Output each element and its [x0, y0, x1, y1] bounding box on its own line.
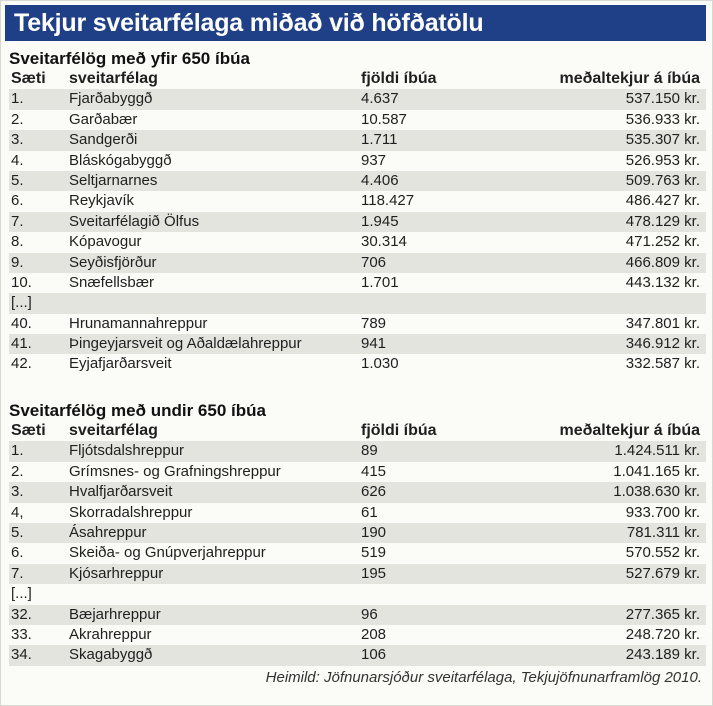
table-row: [9, 89, 706, 109]
cell-name: Eyjafjarðarsveit: [69, 355, 172, 373]
cell-rank: 1.: [11, 442, 24, 460]
cell-income: 526.953 kr.: [625, 151, 700, 169]
cell-income: 536.933 kr.: [625, 110, 700, 128]
table-row: [9, 482, 706, 502]
section-title-under-650: Sveitarfélög með undir 650 íbúa: [9, 401, 266, 420]
cell-income: 570.552 kr.: [625, 544, 700, 562]
cell-income: 478.129 kr.: [625, 212, 700, 230]
cell-name: Snæfellsbær: [69, 273, 155, 291]
cell-rank: 41.: [11, 335, 32, 353]
cell-pop: 415: [361, 462, 387, 480]
cell-pop: 519: [361, 544, 387, 562]
cell-rank: [...]: [11, 585, 32, 603]
cell-name: Bláskógabyggð: [69, 151, 172, 169]
cell-pop: 30.314: [361, 233, 407, 251]
cell-pop: 89: [361, 442, 378, 460]
cell-name: Seltjarnarnes: [69, 171, 158, 189]
cell-pop: 10.587: [361, 110, 407, 128]
table-body: [9, 89, 706, 374]
table-row: [9, 564, 706, 584]
table-row: [9, 293, 706, 313]
cell-rank: 34.: [11, 646, 32, 664]
cell-income: 471.252 kr.: [625, 233, 700, 251]
table-body: [9, 441, 706, 665]
cell-name: Seyðisfjörður: [69, 253, 157, 271]
cell-name: Þingeyjarsveit og Aðaldælahreppur: [69, 335, 302, 353]
cell-pop: 208: [361, 625, 387, 643]
table-row: [9, 253, 706, 273]
cell-pop: 706: [361, 253, 387, 271]
cell-income: 486.427 kr.: [625, 192, 700, 210]
cell-rank: 1.: [11, 90, 24, 108]
cell-rank: [...]: [11, 294, 32, 312]
cell-pop: 626: [361, 483, 387, 501]
cell-rank: 5.: [11, 171, 24, 189]
cell-income: 933.700 kr.: [625, 503, 700, 521]
cell-rank: 42.: [11, 355, 32, 373]
cell-name: Fjarðabyggð: [69, 90, 153, 108]
col-header-name: sveitarfélag: [69, 422, 158, 439]
cell-name: Bæjarhreppur: [69, 605, 161, 623]
table-row: [9, 212, 706, 232]
table-row: [9, 354, 706, 374]
cell-name: Fljótsdalshreppur: [69, 442, 185, 460]
cell-income: 537.150 kr.: [625, 90, 700, 108]
cell-rank: 6.: [11, 544, 24, 562]
table-row: [9, 503, 706, 523]
table-header: [9, 69, 706, 89]
cell-rank: 9.: [11, 253, 24, 271]
cell-pop: 4.406: [361, 171, 399, 189]
cell-rank: 3.: [11, 483, 24, 501]
cell-rank: 4,: [11, 503, 24, 521]
cell-income: 243.189 kr.: [625, 646, 700, 664]
cell-name: Hrunamannahreppur: [69, 314, 208, 332]
cell-pop: 195: [361, 564, 387, 582]
table-row: [9, 273, 706, 293]
table-over-650: [9, 69, 706, 375]
cell-name: Garðabær: [69, 110, 138, 128]
cell-name: Ásahreppur: [69, 523, 147, 541]
page-title: Tekjur sveitarfélaga miðað við höfðatölu: [5, 5, 706, 41]
cell-name: Kópavogur: [69, 233, 142, 251]
cell-rank: 3.: [11, 131, 24, 149]
cell-rank: 6.: [11, 192, 24, 210]
table-row: [9, 584, 706, 604]
cell-pop: 1.030: [361, 355, 399, 373]
cell-name: Reykjavík: [69, 192, 135, 210]
cell-pop: 1.945: [361, 212, 399, 230]
col-header-pop: fjöldi íbúa: [361, 422, 437, 439]
cell-rank: 5.: [11, 523, 24, 541]
cell-rank: 4.: [11, 151, 24, 169]
table-row: [9, 645, 706, 665]
cell-pop: 61: [361, 503, 378, 521]
table-row: [9, 334, 706, 354]
cell-pop: 118.427: [361, 192, 415, 210]
cell-income: 781.311 kr.: [626, 523, 700, 541]
col-header-pop: fjöldi íbúa: [361, 70, 437, 87]
table-row: [9, 191, 706, 211]
cell-pop: 106: [361, 646, 387, 664]
table-row: [9, 232, 706, 252]
cell-rank: 32.: [11, 605, 32, 623]
table-header: [9, 421, 706, 441]
cell-income: 277.365 kr.: [625, 605, 700, 623]
cell-pop: 96: [361, 605, 378, 623]
cell-pop: 789: [361, 314, 387, 332]
cell-name: Sveitarfélagið Ölfus: [69, 212, 200, 230]
section-title-over-650: Sveitarfélög með yfir 650 íbúa: [9, 49, 250, 68]
cell-name: Hvalfjarðarsveit: [69, 483, 173, 501]
cell-rank: 2.: [11, 462, 24, 480]
col-header-income: meðaltekjur á íbúa: [559, 70, 700, 87]
cell-income: 1.038.630 kr.: [613, 483, 700, 501]
cell-income: 248.720 kr.: [625, 625, 700, 643]
cell-income: 347.801 kr.: [625, 314, 700, 332]
cell-name: Skorradalshreppur: [69, 503, 193, 521]
table-row: [9, 543, 706, 563]
col-header-income: meðaltekjur á íbúa: [559, 422, 700, 439]
cell-rank: 7.: [11, 212, 24, 230]
cell-income: 346.912 kr.: [625, 335, 700, 353]
cell-pop: 190: [361, 523, 387, 541]
cell-rank: 33.: [11, 625, 32, 643]
table-row: [9, 171, 706, 191]
cell-pop: 4.637: [361, 90, 399, 108]
cell-income: 332.587 kr.: [625, 355, 700, 373]
table-row: [9, 110, 706, 130]
table-row: [9, 523, 706, 543]
col-header-rank: Sæti: [11, 70, 46, 87]
cell-pop: 937: [361, 151, 387, 169]
source-note: Heimild: Jöfnunarsjóður sveitarfélaga, Tekjujöfnunarframlög 2010.: [265, 669, 702, 686]
cell-rank: 10.: [11, 273, 32, 291]
table-row: [9, 605, 706, 625]
cell-name: Sandgerði: [69, 131, 138, 149]
cell-rank: 40.: [11, 314, 32, 332]
cell-income: 535.307 kr.: [625, 131, 700, 149]
cell-pop: 941: [361, 335, 387, 353]
cell-rank: 2.: [11, 110, 24, 128]
col-header-rank: Sæti: [11, 422, 46, 439]
cell-rank: 8.: [11, 233, 24, 251]
cell-name: Skeiða- og Gnúpverjahreppur: [69, 544, 266, 562]
cell-income: 443.132 kr.: [625, 273, 700, 291]
table-row: [9, 441, 706, 461]
cell-pop: 1.711: [361, 131, 398, 149]
cell-name: Akrahreppur: [69, 625, 152, 643]
cell-rank: 7.: [11, 564, 24, 582]
col-header-name: sveitarfélag: [69, 70, 158, 87]
cell-pop: 1.701: [361, 273, 399, 291]
table-row: [9, 314, 706, 334]
table-row: [9, 462, 706, 482]
cell-name: Grímsnes- og Grafningshreppur: [69, 462, 281, 480]
cell-income: 527.679 kr.: [625, 564, 700, 582]
table-row: [9, 625, 706, 645]
cell-name: Skagabyggð: [69, 646, 153, 664]
cell-name: Kjósarhreppur: [69, 564, 164, 582]
table-row: [9, 151, 706, 171]
cell-income: 1.424.511 kr.: [614, 442, 700, 460]
cell-income: 509.763 kr.: [625, 171, 700, 189]
table-row: [9, 130, 706, 150]
cell-income: 466.809 kr.: [625, 253, 700, 271]
table-under-650: [9, 421, 706, 666]
cell-income: 1.041.165 kr.: [613, 462, 700, 480]
